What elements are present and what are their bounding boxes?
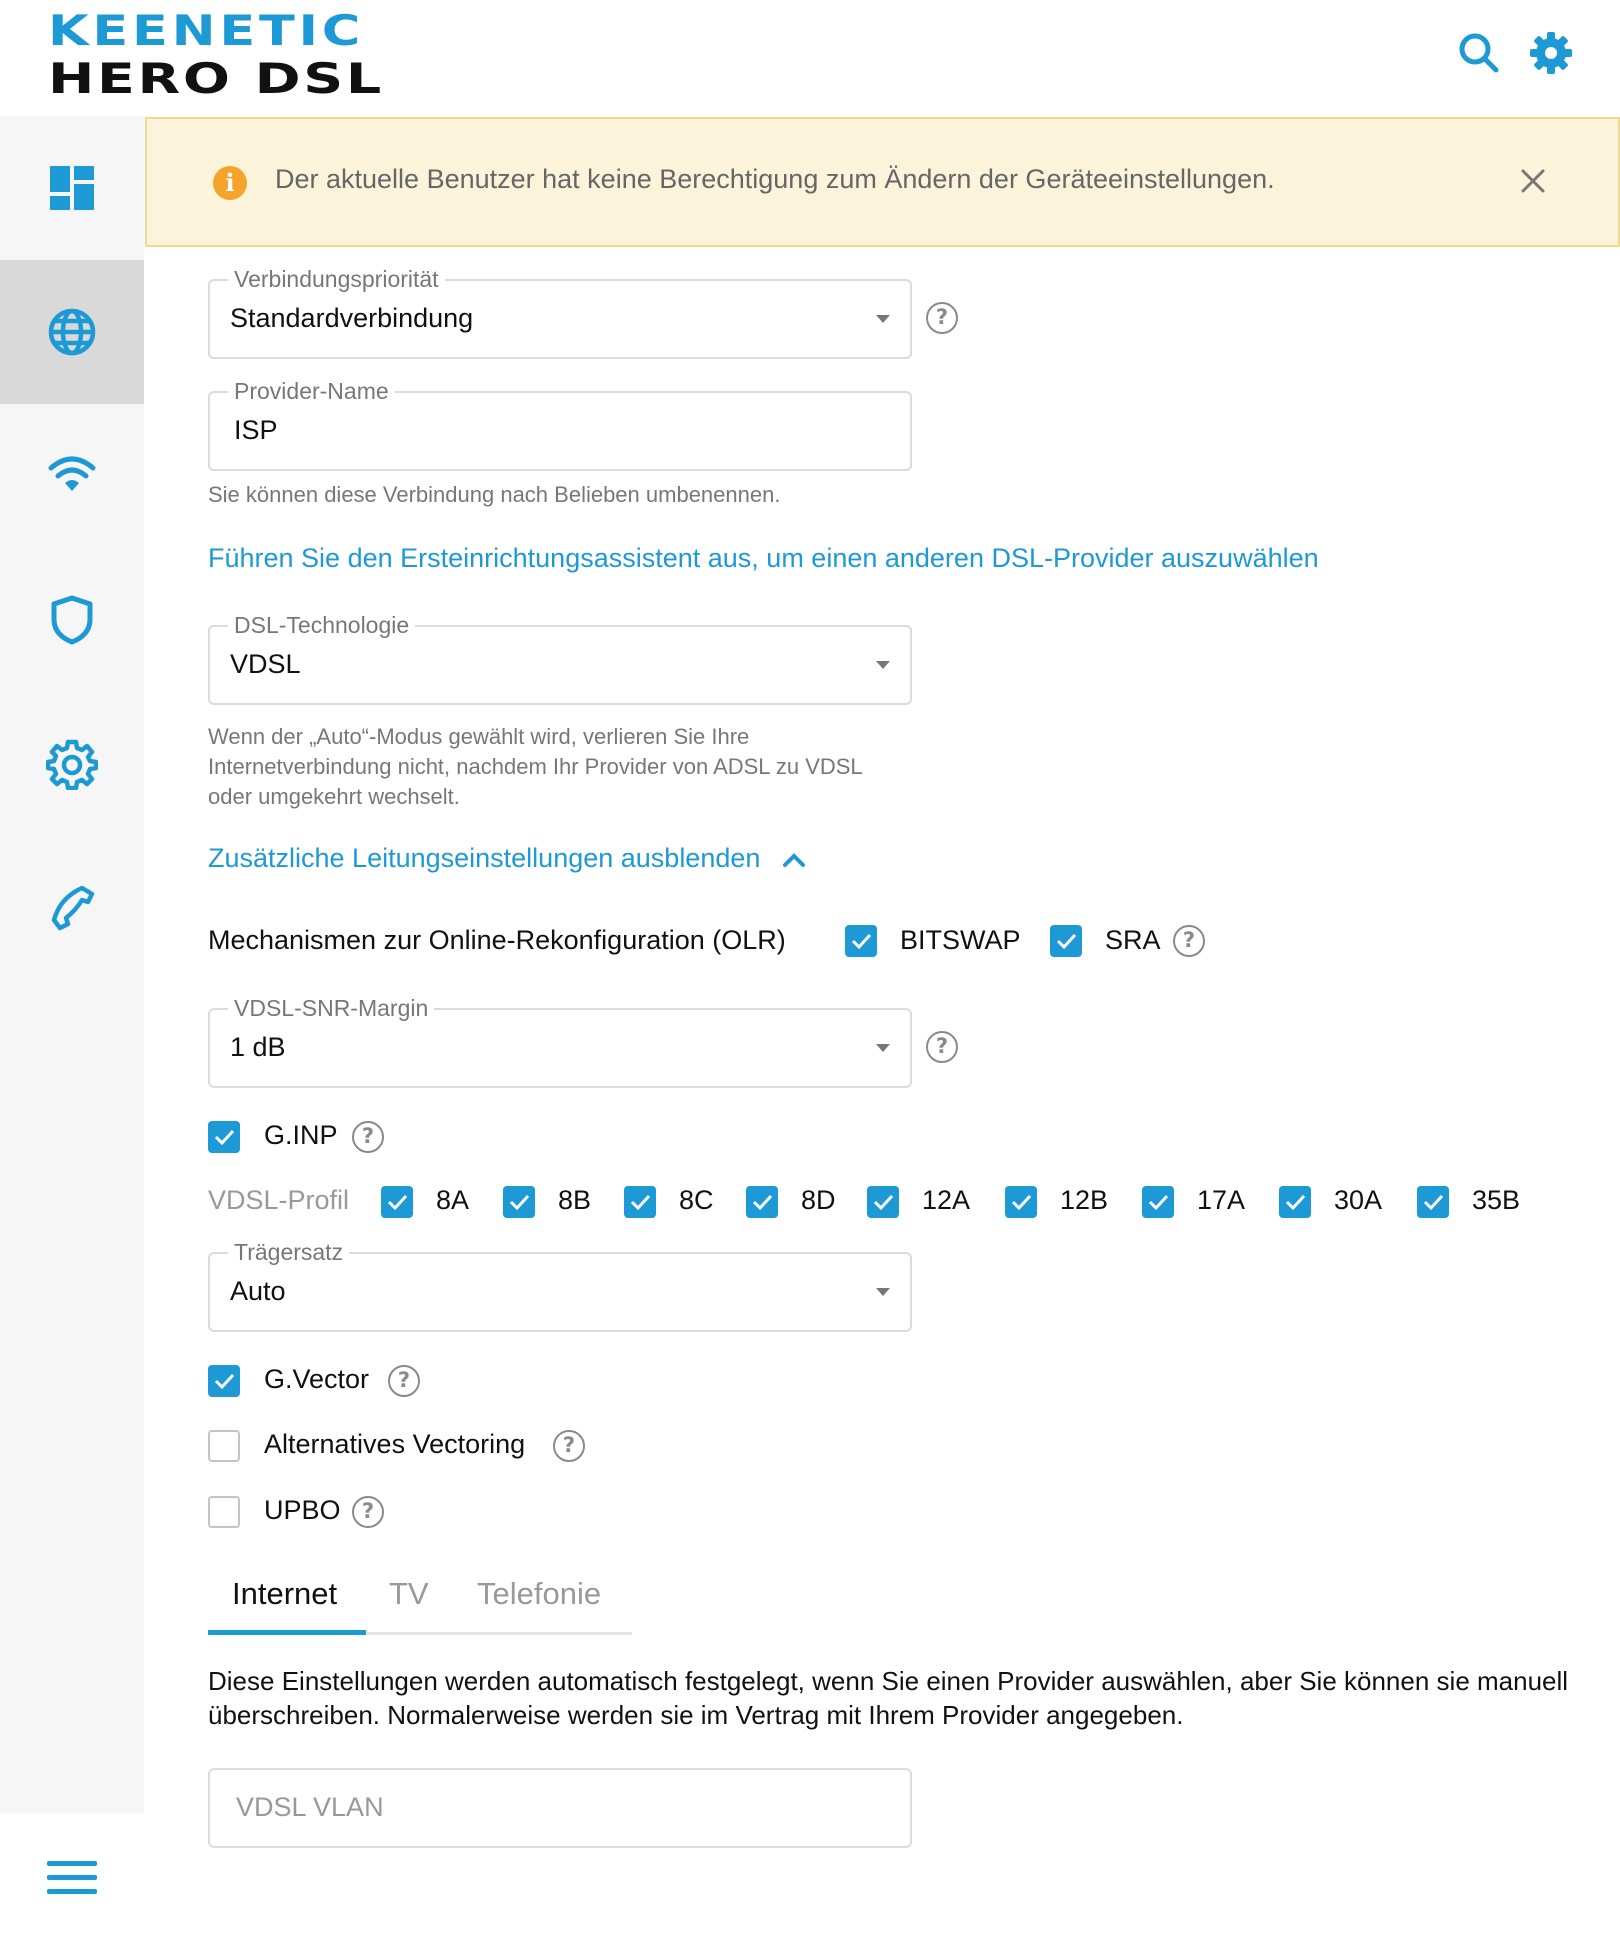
active-tab-indicator [208,1630,366,1635]
snr-margin-legend: VDSL-SNR-Margin [228,994,434,1022]
profile-checkbox-35b[interactable] [1417,1186,1449,1218]
chevron-down-icon [876,1044,890,1052]
gear-icon[interactable] [1528,30,1574,76]
vdsl-vlan-placeholder: VDSL VLAN [236,1792,384,1822]
profile-label-8b: 8B [558,1185,592,1215]
profile-label-8a: 8A [436,1185,470,1215]
sidebar-item-telephony[interactable] [0,836,144,980]
chevron-up-icon [782,852,806,868]
help-icon[interactable]: ? [388,1365,420,1397]
priority-value: Standardverbindung [230,303,474,333]
tab-tv[interactable]: TV [389,1576,429,1611]
profile-label-8c: 8C [679,1185,714,1215]
sidebar-item-security[interactable] [0,548,144,692]
tab-telefonie[interactable]: Telefonie [477,1576,602,1611]
check-icon [746,1186,778,1218]
check-icon [1142,1186,1174,1218]
help-icon[interactable]: ? [352,1496,384,1528]
header [0,0,1620,116]
profile-checkbox-30a[interactable] [1279,1186,1311,1218]
tab-description: Diese Einstellungen werden automatisch festgelegt, wenn Sie einen Provider auswählen, aber Sie können sie manuell überschreiben. Normalerweise werden sie im Vertrag mit Ihrem Provider angegeben. [208,1666,1569,1730]
hint-line: Internetverbindung nicht, nachdem Ihr Provider von ADSL zu VDSL [208,754,863,779]
help-icon[interactable]: ? [352,1121,384,1153]
permission-warning-banner [145,117,1620,247]
profile-checkbox-8d[interactable] [746,1186,778,1218]
bitswap-label: BITSWAP [900,925,1021,955]
profile-label-8d: 8D [801,1185,836,1215]
carrier-legend: Trägersatz [228,1238,349,1266]
model-name: HERO DSL [48,54,384,103]
gear-icon [46,738,98,790]
sra-checkbox[interactable] [1050,925,1082,957]
dsl-technology-hint [208,722,863,812]
profile-checkbox-12a[interactable] [867,1186,899,1218]
profile-label-17a: 17A [1197,1185,1246,1215]
check-icon [381,1186,413,1218]
menu-button[interactable] [0,1813,144,1941]
sra-label: SRA [1105,925,1161,955]
vdsl-vlan-input[interactable] [208,1768,912,1848]
shield-icon [50,595,94,645]
snr-margin-select[interactable] [208,995,912,1088]
bitswap-checkbox[interactable] [845,925,877,957]
help-icon[interactable]: ? [926,1031,958,1063]
vdsl-profile-label: VDSL-Profil [208,1185,350,1215]
sidebar-item-dashboard[interactable] [0,116,144,260]
profile-label-30a: 30A [1334,1185,1383,1215]
upbo-label: UPBO [264,1495,341,1525]
tab-internet[interactable]: Internet [232,1576,338,1611]
close-icon[interactable] [1517,165,1549,197]
upbo-checkbox[interactable] [208,1496,240,1528]
check-icon [1005,1186,1037,1218]
profile-label-35b: 35B [1472,1185,1521,1215]
provider-hint: Sie können diese Verbindung nach Belieben umbenennen. [208,482,781,507]
profile-label-12a: 12A [922,1185,971,1215]
dsl-technology-legend: DSL-Technologie [228,611,415,639]
check-icon [208,1365,240,1397]
alt-vectoring-label: Alternatives Vectoring [264,1429,526,1459]
check-icon [503,1186,535,1218]
chevron-down-icon [876,661,890,669]
check-icon [845,925,877,957]
priority-legend: Verbindungspriorität [228,265,445,293]
check-icon [1050,925,1082,957]
profile-checkbox-12b[interactable] [1005,1186,1037,1218]
banner-text: Der aktuelle Benutzer hat keine Berechtigung zum Ändern der Geräteeinstellungen. [275,164,1275,194]
sidebar-item-wifi[interactable] [0,404,144,548]
provider-legend: Provider-Name [228,377,395,405]
help-icon[interactable]: ? [553,1430,585,1462]
hide-advanced-toggle[interactable] [208,843,806,874]
profile-label-12b: 12B [1060,1185,1109,1215]
olr-label: Mechanismen zur Online-Rekonfiguration (OLR) [208,925,786,955]
priority-select[interactable] [208,266,912,359]
help-icon[interactable]: ? [1173,925,1205,957]
provider-name-field[interactable] [208,378,912,471]
sidebar [0,116,144,1941]
gvector-checkbox[interactable] [208,1365,240,1397]
help-icon[interactable]: ? [926,302,958,334]
toggle-label: Zusätzliche Leitungseinstellungen ausblenden [208,843,761,873]
chevron-down-icon [876,315,890,323]
info-icon: i [213,166,247,200]
chevron-down-icon [876,1288,890,1296]
profile-checkbox-8c[interactable] [624,1186,656,1218]
profile-checkbox-8a[interactable] [381,1186,413,1218]
check-icon [867,1186,899,1218]
carrier-select[interactable] [208,1239,912,1332]
check-icon [1279,1186,1311,1218]
hint-line: Wenn der „Auto“-Modus gewählt wird, verlieren Sie Ihre [208,724,750,749]
dsl-technology-value: VDSL [230,649,301,679]
snr-margin-value: 1 dB [230,1032,286,1062]
check-icon [624,1186,656,1218]
profile-checkbox-8b[interactable] [503,1186,535,1218]
profile-checkbox-17a[interactable] [1142,1186,1174,1218]
dashboard-icon [48,164,96,212]
globe-icon [47,307,97,357]
gvector-label: G.Vector [264,1364,370,1394]
carrier-value: Auto [230,1276,286,1306]
menu-icon [47,1859,97,1895]
ginp-checkbox[interactable] [208,1121,240,1153]
search-icon[interactable] [1456,30,1502,76]
provider-value: ISP [234,415,278,445]
dsl-technology-select[interactable] [208,612,912,705]
phone-icon [48,884,96,932]
check-icon [1417,1186,1449,1218]
alt-vectoring-checkbox[interactable] [208,1430,240,1462]
wifi-icon [47,456,97,496]
check-icon [208,1121,240,1153]
hint-line: oder umgekehrt wechselt. [208,784,460,809]
wizard-link[interactable]: Führen Sie den Ersteinrichtungsassistent aus, um einen anderen DSL-Provider auszuwählen [208,543,1319,573]
sidebar-item-internet[interactable] [0,260,144,404]
ginp-label: G.INP [264,1120,338,1150]
sidebar-item-management[interactable] [0,692,144,836]
brand-logo: KEENETIC [48,6,365,55]
